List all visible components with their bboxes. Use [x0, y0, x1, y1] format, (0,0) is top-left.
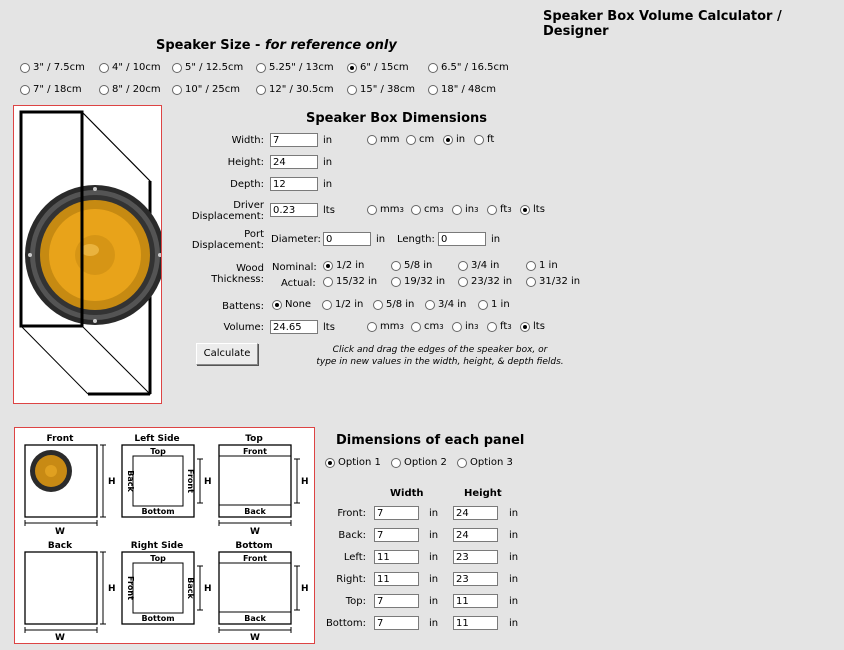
- right-height-unit: in: [509, 574, 519, 585]
- vol-unit-radio[interactable]: [367, 205, 377, 215]
- right-side-inner-shape: [133, 563, 183, 613]
- size-radio[interactable]: [172, 85, 182, 95]
- size-option-label: 5.25" / 13cm: [269, 62, 334, 73]
- front-width-input[interactable]: [374, 506, 419, 520]
- vol-unit-radio-selected[interactable]: [520, 322, 530, 332]
- vol-unit-radio[interactable]: [452, 322, 462, 332]
- volume-unit-lts[interactable]: [520, 321, 545, 332]
- panel-left-side-title: Left Side: [134, 434, 180, 444]
- top-front-label: Front: [243, 447, 267, 456]
- size-option-label: 6.5" / 16.5cm: [441, 62, 509, 73]
- speaker-size-subtitle: for reference only: [264, 38, 397, 53]
- volume-label: Volume:: [223, 322, 264, 333]
- size-radio[interactable]: [99, 85, 109, 95]
- size-radio-selected[interactable]: [347, 63, 357, 73]
- panel-row-label-right: Right:: [336, 574, 366, 585]
- actual-label: Actual:: [281, 278, 316, 289]
- right-side-h-label: H: [204, 584, 212, 594]
- panel-dimensions-title: Dimensions of each panel: [336, 433, 525, 448]
- battens-radio-selected[interactable]: [272, 300, 282, 310]
- cubed-superscript: 3: [399, 205, 404, 214]
- unit-cm[interactable]: [406, 134, 434, 145]
- panel-option-3[interactable]: [457, 457, 513, 468]
- front-h-label: H: [108, 477, 116, 487]
- panel-height-header: Height: [464, 488, 502, 499]
- panel-option-label: Option 3: [470, 457, 513, 468]
- wood-thickness-label: [190, 263, 264, 285]
- cubed-superscript: 3: [399, 322, 404, 331]
- size-option-label: 7" / 18cm: [33, 84, 82, 95]
- size-radio[interactable]: [428, 85, 438, 95]
- left-side-back-label: Back: [126, 470, 135, 492]
- right-side-top-label: Top: [150, 554, 166, 563]
- port-length-unit: in: [491, 234, 501, 245]
- back-width-input[interactable]: [374, 528, 419, 542]
- left-side-h-label: H: [204, 477, 212, 487]
- panel-width-header: Width: [390, 488, 424, 499]
- vol-unit-label: lts: [533, 204, 545, 215]
- volume-output[interactable]: [270, 320, 318, 334]
- back-width-unit: in: [429, 530, 439, 541]
- size-option-5in[interactable]: [172, 62, 243, 73]
- bottom-h-label: H: [301, 584, 309, 594]
- size-option-label: 15" / 38cm: [360, 84, 416, 95]
- size-option-label: 12" / 30.5cm: [269, 84, 334, 95]
- bottom-width-input[interactable]: [374, 616, 419, 630]
- left-height-unit: in: [509, 552, 519, 563]
- nominal-option-label: 1 in: [539, 260, 558, 271]
- back-w-label: W: [55, 633, 65, 643]
- front-speaker-icon: [30, 450, 72, 492]
- size-option-label: 6" / 15cm: [360, 62, 409, 73]
- panel-top-title: Top: [245, 434, 263, 444]
- bottom-height-unit: in: [509, 618, 519, 629]
- vol-unit-radio[interactable]: [487, 322, 497, 332]
- actual-radio[interactable]: [526, 277, 536, 287]
- driver-label-line2: Displacement:: [191, 211, 264, 222]
- cubed-superscript: 3: [439, 322, 444, 331]
- bottom-front-label: Front: [243, 554, 267, 563]
- panel-diagram-drawing: [15, 428, 314, 643]
- front-width-unit: in: [429, 508, 439, 519]
- height-input[interactable]: [270, 155, 318, 169]
- nominal-radio-selected[interactable]: [323, 261, 333, 271]
- size-option-label: 4" / 10cm: [112, 62, 161, 73]
- vol-unit-radio[interactable]: [411, 205, 421, 215]
- panel-option-2[interactable]: [391, 457, 447, 468]
- vol-unit-radio-selected[interactable]: [520, 205, 530, 215]
- left-side-inner-shape: [133, 456, 183, 506]
- vol-unit-label: lts: [533, 321, 545, 332]
- cubed-superscript: 3: [474, 205, 479, 214]
- panel-option-radio[interactable]: [391, 458, 401, 468]
- width-input[interactable]: [270, 133, 318, 147]
- cubed-superscript: 3: [439, 205, 444, 214]
- driver-unit-cm3[interactable]: [411, 204, 444, 215]
- unit-radio[interactable]: [367, 135, 377, 145]
- front-w-label: W: [55, 527, 65, 537]
- size-option-label: 5" / 12.5cm: [185, 62, 244, 73]
- vol-unit-label: ft: [500, 204, 508, 215]
- back-h-label: H: [108, 584, 116, 594]
- help-text-line2: type in new values in the width, height, & depth fields.: [316, 357, 564, 367]
- right-width-input[interactable]: [374, 572, 419, 586]
- vol-unit-label: ft: [500, 321, 508, 332]
- help-text: [290, 344, 590, 368]
- cubed-superscript: 3: [507, 205, 512, 214]
- size-option-7in[interactable]: [20, 84, 82, 95]
- battens-5-8[interactable]: [373, 299, 414, 310]
- battens-radio[interactable]: [322, 300, 332, 310]
- speaker-driver-image: [25, 185, 161, 325]
- top-height-unit: in: [509, 596, 519, 607]
- nominal-1[interactable]: [526, 260, 558, 271]
- size-option-label: 3" / 7.5cm: [33, 62, 85, 73]
- top-h-label: H: [301, 477, 309, 487]
- depth-input[interactable]: [270, 177, 318, 191]
- depth-label: Depth:: [230, 179, 264, 190]
- volume-unit-cm3[interactable]: [411, 321, 444, 332]
- unit-radio[interactable]: [406, 135, 416, 145]
- port-diameter-unit: in: [376, 234, 386, 245]
- panel-right-side-title: Right Side: [130, 541, 184, 551]
- panel-option-label: Option 1: [338, 457, 381, 468]
- box-depth-edge: [21, 326, 88, 394]
- vol-unit-label: mm: [380, 321, 400, 332]
- driver-displacement-unit: lts: [323, 205, 335, 216]
- panel-option-label: Option 2: [404, 457, 447, 468]
- height-unit: in: [323, 157, 333, 168]
- right-side-bottom-label: Bottom: [141, 614, 175, 623]
- nominal-radio[interactable]: [391, 261, 401, 271]
- width-unit: in: [323, 135, 333, 146]
- panel-option-radio[interactable]: [457, 458, 467, 468]
- bottom-height-input[interactable]: [453, 616, 498, 630]
- battens-option-label: None: [285, 299, 312, 310]
- size-radio[interactable]: [20, 85, 30, 95]
- size-option-3in[interactable]: [20, 62, 85, 73]
- driver-displacement-label: [190, 200, 264, 222]
- calculate-button[interactable]: Calculate: [196, 343, 258, 365]
- size-option-15in[interactable]: [347, 84, 415, 95]
- size-option-12in[interactable]: [256, 84, 334, 95]
- size-radio[interactable]: [428, 63, 438, 73]
- left-side-top-label: Top: [150, 447, 166, 456]
- panel-front-title: Front: [46, 434, 74, 444]
- cubed-superscript: 3: [507, 322, 512, 331]
- bottom-width-unit: in: [429, 618, 439, 629]
- width-label: Width:: [231, 135, 264, 146]
- panel-row-label-left: Left:: [343, 552, 366, 563]
- right-side-front-label: Front: [126, 576, 135, 600]
- battens-option-label: 5/8 in: [386, 299, 415, 310]
- bottom-w-label: W: [250, 633, 260, 643]
- speaker-box-illustration[interactable]: [13, 105, 162, 404]
- app-title: Speaker Box Volume Calculator / Designer: [543, 9, 782, 39]
- nominal-option-label: 1/2 in: [336, 260, 365, 271]
- size-option-18in[interactable]: [428, 84, 496, 95]
- panel-back-title: Back: [47, 541, 73, 551]
- nominal-label: Nominal:: [272, 262, 317, 273]
- port-label-line1: Port: [244, 229, 264, 240]
- front-height-unit: in: [509, 508, 519, 519]
- vol-unit-radio[interactable]: [487, 205, 497, 215]
- actual-option-label: 15/32 in: [336, 276, 378, 287]
- panel-row-label-top: Top:: [345, 596, 366, 607]
- top-width-input[interactable]: [374, 594, 419, 608]
- actual-19-32[interactable]: [391, 276, 445, 287]
- panel-option-1[interactable]: [325, 457, 381, 468]
- volume-unit: lts: [323, 322, 335, 333]
- port-displacement-label: [190, 229, 264, 251]
- vol-unit-label: in: [465, 321, 475, 332]
- actual-radio[interactable]: [391, 277, 401, 287]
- battens-radio[interactable]: [478, 300, 488, 310]
- nominal-3-4[interactable]: [458, 260, 499, 271]
- left-side-bottom-label: Bottom: [141, 507, 175, 516]
- size-option-label: 18" / 48cm: [441, 84, 497, 95]
- panel-row-label-bottom: Bottom:: [325, 618, 366, 629]
- unit-label: mm: [380, 134, 400, 145]
- size-option-10in[interactable]: [172, 84, 240, 95]
- vol-unit-radio[interactable]: [367, 322, 377, 332]
- right-width-unit: in: [429, 574, 439, 585]
- actual-option-label: 31/32 in: [539, 276, 581, 287]
- size-radio[interactable]: [256, 63, 266, 73]
- driver-unit-ft3[interactable]: [487, 204, 512, 215]
- right-height-input[interactable]: [453, 572, 498, 586]
- volume-unit-in3[interactable]: [452, 321, 479, 332]
- back-height-input[interactable]: [453, 528, 498, 542]
- panel-row-label-back: Back:: [338, 530, 366, 541]
- vol-unit-label: cm: [424, 204, 440, 215]
- depth-unit: in: [323, 179, 333, 190]
- size-option-4in[interactable]: [99, 62, 161, 73]
- unit-mm[interactable]: [367, 134, 399, 145]
- actual-option-label: 19/32 in: [404, 276, 446, 287]
- left-width-input[interactable]: [374, 550, 419, 564]
- battens-option-label: 3/4 in: [438, 299, 467, 310]
- size-option-6-5in[interactable]: [428, 62, 509, 73]
- wood-label-line1: Wood: [236, 263, 264, 274]
- unit-radio-selected[interactable]: [443, 135, 453, 145]
- size-option-6in[interactable]: [347, 62, 409, 73]
- actual-option-label: 23/32 in: [471, 276, 513, 287]
- size-option-5-25in[interactable]: [256, 62, 334, 73]
- panel-bottom-title: Bottom: [235, 541, 273, 551]
- speaker-box-drawing: [14, 106, 161, 403]
- nominal-5-8[interactable]: [391, 260, 432, 271]
- nominal-option-label: 5/8 in: [404, 260, 433, 271]
- port-label-line2: Displacement:: [191, 240, 264, 251]
- unit-in[interactable]: [443, 134, 465, 145]
- driver-label-line1: Driver: [233, 200, 264, 211]
- actual-23-32[interactable]: [458, 276, 512, 287]
- actual-15-32[interactable]: [323, 276, 377, 287]
- nominal-1-2[interactable]: [323, 260, 364, 271]
- size-option-label: 8" / 20cm: [112, 84, 161, 95]
- nominal-radio[interactable]: [458, 261, 468, 271]
- nominal-option-label: 3/4 in: [471, 260, 500, 271]
- panel-row-label-front: Front:: [337, 508, 366, 519]
- box-depth-edge: [82, 326, 150, 394]
- port-diameter-input[interactable]: [323, 232, 371, 246]
- unit-label: in: [456, 134, 466, 145]
- battens-label: Battens:: [222, 301, 264, 312]
- help-text-line1: Click and drag the edges of the speaker box, or: [332, 345, 548, 355]
- volume-unit-mm3[interactable]: [367, 321, 404, 332]
- driver-unit-mm3[interactable]: [367, 204, 404, 215]
- size-radio[interactable]: [20, 63, 30, 73]
- unit-label: ft: [487, 134, 495, 145]
- left-width-unit: in: [429, 552, 439, 563]
- cubed-superscript: 3: [474, 322, 479, 331]
- port-length-label: Length:: [397, 234, 435, 245]
- vol-unit-label: in: [465, 204, 475, 215]
- port-length-input[interactable]: [438, 232, 486, 246]
- battens-1-2[interactable]: [322, 299, 363, 310]
- top-height-input[interactable]: [453, 594, 498, 608]
- battens-option-label: 1/2 in: [335, 299, 364, 310]
- back-height-unit: in: [509, 530, 519, 541]
- actual-31-32[interactable]: [526, 276, 580, 287]
- battens-3-4[interactable]: [425, 299, 466, 310]
- size-option-label: 10" / 25cm: [185, 84, 241, 95]
- battens-radio[interactable]: [425, 300, 435, 310]
- driver-displacement-input[interactable]: [270, 203, 318, 217]
- actual-radio[interactable]: [323, 277, 333, 287]
- size-radio[interactable]: [172, 63, 182, 73]
- bottom-back-label: Back: [244, 614, 266, 623]
- left-height-input[interactable]: [453, 550, 498, 564]
- driver-unit-in3[interactable]: [452, 204, 479, 215]
- size-radio[interactable]: [347, 85, 357, 95]
- speaker-size-title-text: Speaker Size -: [156, 38, 261, 53]
- size-option-8in[interactable]: [99, 84, 161, 95]
- battens-radio[interactable]: [373, 300, 383, 310]
- top-width-unit: in: [429, 596, 439, 607]
- vol-unit-label: cm: [424, 321, 440, 332]
- size-radio[interactable]: [99, 63, 109, 73]
- port-diameter-label: Diameter:: [271, 234, 321, 245]
- actual-radio[interactable]: [458, 277, 468, 287]
- unit-radio[interactable]: [474, 135, 484, 145]
- top-w-label: W: [250, 527, 260, 537]
- panel-diagram: [14, 427, 315, 644]
- box-dimensions-title: Speaker Box Dimensions: [306, 111, 488, 126]
- unit-ft[interactable]: [474, 134, 494, 145]
- size-radio[interactable]: [256, 85, 266, 95]
- left-side-front-label: Front: [186, 469, 195, 493]
- vol-unit-label: mm: [380, 204, 400, 215]
- unit-label: cm: [419, 134, 435, 145]
- speaker-size-title: [156, 38, 397, 53]
- front-height-input[interactable]: [453, 506, 498, 520]
- vol-unit-radio[interactable]: [452, 205, 462, 215]
- driver-unit-lts[interactable]: [520, 204, 545, 215]
- vol-unit-radio[interactable]: [411, 322, 421, 332]
- back-panel-shape: [25, 552, 97, 624]
- volume-unit-ft3[interactable]: [487, 321, 512, 332]
- panel-option-radio-selected[interactable]: [325, 458, 335, 468]
- top-back-label: Back: [244, 507, 266, 516]
- battens-option-label: 1 in: [491, 299, 510, 310]
- battens-none[interactable]: [272, 299, 311, 310]
- height-label: Height:: [227, 157, 264, 168]
- battens-1[interactable]: [478, 299, 510, 310]
- wood-label-line2: Thickness:: [211, 274, 264, 285]
- right-side-back-label: Back: [186, 577, 195, 599]
- nominal-radio[interactable]: [526, 261, 536, 271]
